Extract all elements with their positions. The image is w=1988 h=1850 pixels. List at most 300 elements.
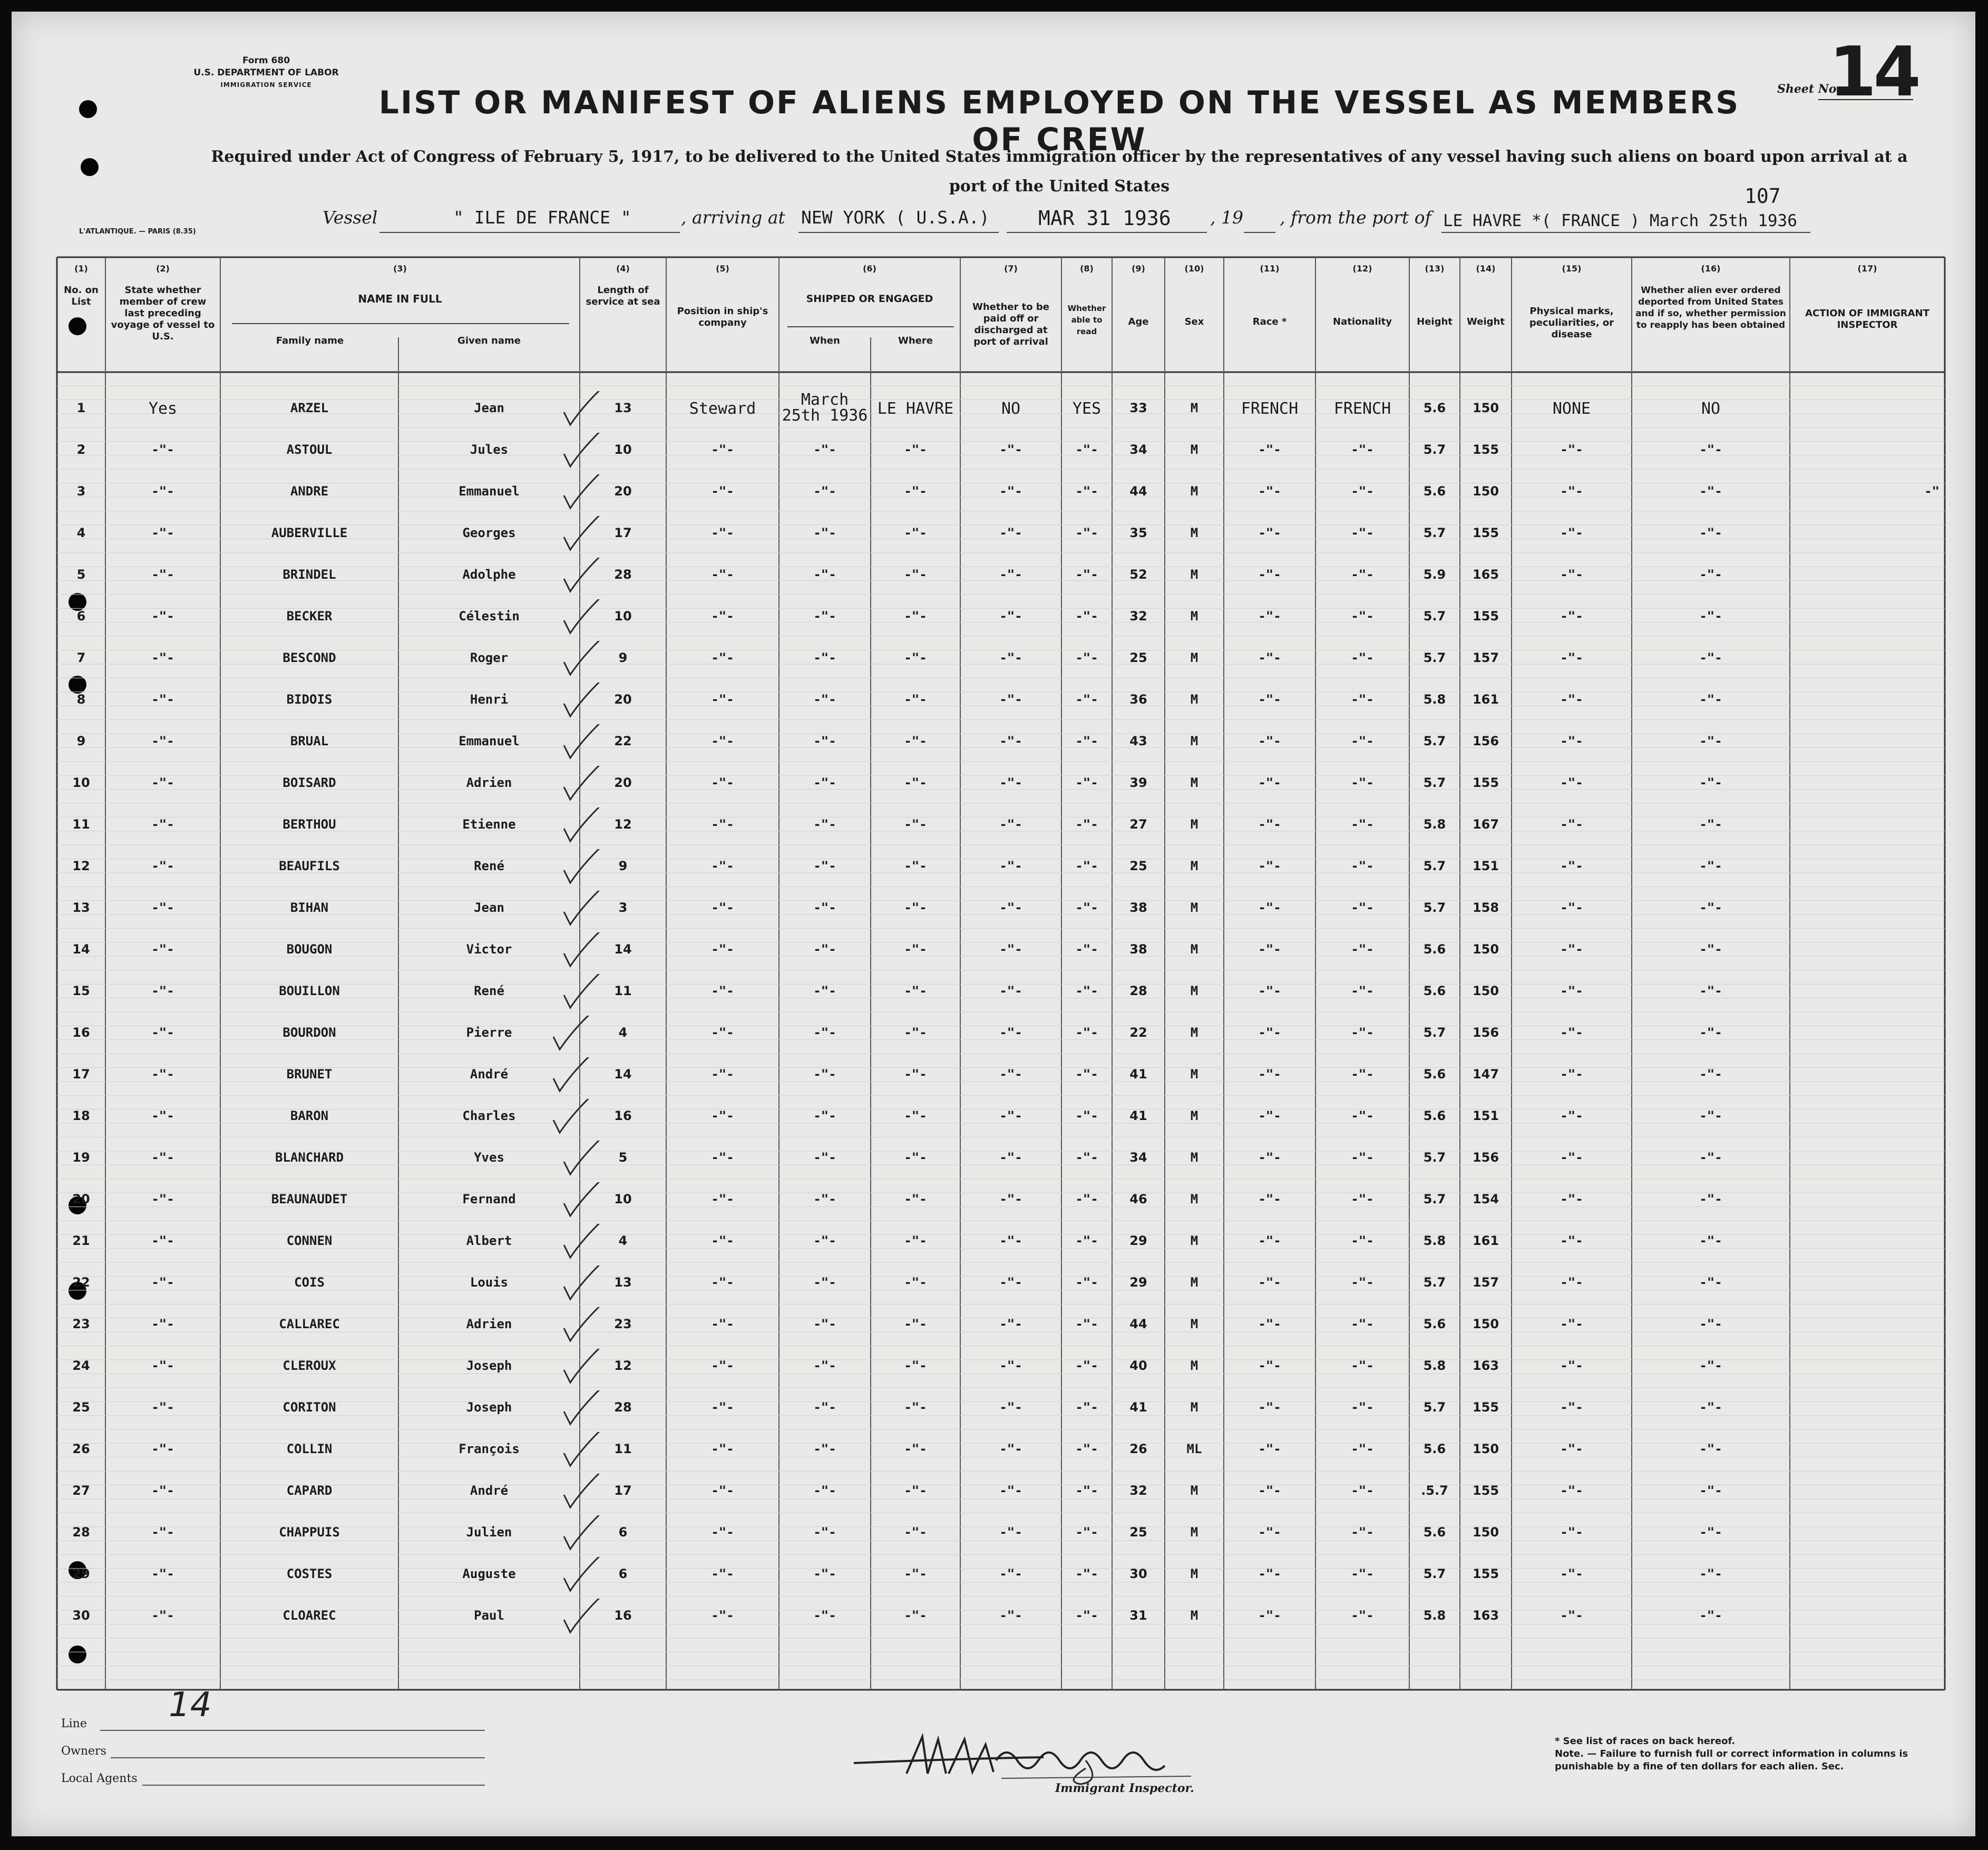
- shipped-where: -"-: [904, 567, 927, 582]
- height: 5.6: [1423, 484, 1446, 499]
- able-to-read: -"-: [1075, 1233, 1098, 1248]
- age: 22: [1129, 1025, 1147, 1040]
- shipped-where: -"-: [904, 1483, 927, 1498]
- position: -"-: [711, 1275, 734, 1290]
- row-number: 12: [72, 859, 90, 873]
- family-name: CHAPPUIS: [279, 1525, 340, 1540]
- weight: 150: [1472, 484, 1499, 499]
- position: -"-: [711, 567, 734, 582]
- race: -"-: [1258, 1233, 1281, 1248]
- physical-marks: -"-: [1560, 859, 1583, 873]
- able-to-read: -"-: [1075, 942, 1098, 957]
- paid-off: -"-: [999, 1483, 1022, 1498]
- nationality: -"-: [1351, 984, 1374, 998]
- shipped-when: -"-: [813, 1566, 836, 1581]
- page-title: LIST OR MANIFEST OF ALIENS EMPLOYED ON THE VESSEL AS MEMBERS OF CREW: [378, 84, 1740, 158]
- race: -"-: [1258, 942, 1281, 957]
- weight: 163: [1472, 1608, 1499, 1623]
- subheader-where: Where: [898, 335, 933, 346]
- age: 32: [1129, 1483, 1147, 1498]
- shipped-when: -"-: [813, 1233, 836, 1248]
- sex: M: [1190, 1067, 1198, 1082]
- able-to-read: -"-: [1075, 1442, 1098, 1456]
- row-number: 11: [72, 817, 90, 832]
- race: -"-: [1258, 525, 1281, 540]
- column-header-4: Length of service at sea: [586, 285, 660, 307]
- sex: M: [1190, 1025, 1198, 1040]
- shipped-where: -"-: [904, 1192, 927, 1206]
- race: -"-: [1258, 1317, 1281, 1331]
- previous-voyage: -"-: [151, 1067, 174, 1082]
- nationality: FRENCH: [1333, 400, 1391, 418]
- column-number-8: (8): [1080, 264, 1094, 274]
- physical-marks: -"-: [1560, 1483, 1583, 1498]
- column-number-11: (11): [1260, 264, 1280, 274]
- shipped-where: -"-: [904, 1566, 927, 1581]
- deported-status: -"-: [1699, 442, 1722, 457]
- deported-status: -"-: [1699, 817, 1722, 832]
- height: 5.7: [1423, 525, 1446, 540]
- position: -"-: [711, 1442, 734, 1456]
- length-of-service: 9: [618, 650, 628, 665]
- check-mark-icon: [559, 599, 606, 641]
- table-row: [0, 1432, 1988, 1474]
- line-label: Line: [61, 1717, 87, 1730]
- paid-off: NO: [1001, 400, 1021, 418]
- race: -"-: [1258, 442, 1281, 457]
- line-value: 14: [169, 1686, 212, 1725]
- given-name: Charles: [462, 1108, 516, 1123]
- check-mark-icon: [548, 1099, 596, 1141]
- table-row: [0, 1474, 1988, 1515]
- height: 5.7: [1423, 1400, 1446, 1415]
- position: -"-: [711, 1525, 734, 1540]
- footer-notes: [1555, 1735, 1966, 1773]
- paid-off: -"-: [999, 1400, 1022, 1415]
- previous-voyage: -"-: [151, 1358, 174, 1373]
- able-to-read: -"-: [1075, 484, 1098, 499]
- row-number: 29: [72, 1566, 90, 1581]
- weight: 147: [1472, 1067, 1499, 1082]
- nationality: -"-: [1351, 1192, 1374, 1206]
- able-to-read: -"-: [1075, 442, 1098, 457]
- shipped-where: -"-: [904, 734, 927, 748]
- nationality: -"-: [1351, 734, 1374, 748]
- shipped-when: -"-: [813, 609, 836, 624]
- nationality: -"-: [1351, 1566, 1374, 1581]
- shipped-where: LE HAVRE: [877, 400, 954, 418]
- position: -"-: [711, 734, 734, 748]
- table-row: [0, 1182, 1988, 1224]
- shipped-where: -"-: [904, 442, 927, 457]
- sex: M: [1190, 1108, 1198, 1123]
- family-name: COLLIN: [286, 1442, 333, 1456]
- shipped-where: -"-: [904, 775, 927, 790]
- column-header-6: SHIPPED OR ENGAGED: [806, 293, 933, 305]
- physical-marks: -"-: [1560, 900, 1583, 915]
- age: 34: [1129, 1150, 1147, 1165]
- age: 36: [1129, 692, 1147, 707]
- weight: 151: [1472, 859, 1499, 873]
- sex: M: [1190, 567, 1198, 582]
- age: 46: [1129, 1192, 1147, 1206]
- age: 44: [1129, 1317, 1147, 1331]
- owners-underline: [111, 1757, 485, 1758]
- column-header-15: Physical marks, peculiarities, or disease: [1529, 306, 1614, 340]
- column-number-10: (10): [1184, 264, 1204, 274]
- height: 5.7: [1423, 775, 1446, 790]
- position: -"-: [711, 1608, 734, 1623]
- sex: M: [1190, 1275, 1198, 1290]
- row-number: 8: [76, 692, 86, 707]
- deported-status: -"-: [1699, 1442, 1722, 1456]
- shipped-when-date: 25th 1936: [782, 406, 868, 425]
- family-name: BEAUNAUDET: [271, 1192, 348, 1206]
- height: 5.7: [1423, 900, 1446, 915]
- given-name: Jules: [470, 442, 509, 457]
- local-agents-underline: [142, 1785, 485, 1786]
- physical-marks: -"-: [1560, 609, 1583, 624]
- paid-off: -"-: [999, 609, 1022, 624]
- age: 35: [1129, 525, 1147, 540]
- given-name: Etienne: [462, 817, 516, 832]
- height: 5.6: [1423, 401, 1446, 415]
- able-to-read: -"-: [1075, 567, 1098, 582]
- able-to-read: -"-: [1075, 775, 1098, 790]
- race: -"-: [1258, 1525, 1281, 1540]
- family-name: ARZEL: [290, 401, 329, 415]
- check-mark-icon: [559, 683, 606, 724]
- race: -"-: [1258, 1608, 1281, 1623]
- previous-voyage: -"-: [151, 1025, 174, 1040]
- height: 5.6: [1423, 1442, 1446, 1456]
- sheet-number-underline: [1818, 99, 1913, 100]
- previous-voyage: Yes: [148, 400, 178, 418]
- nationality: -"-: [1351, 1317, 1374, 1331]
- age: 29: [1129, 1275, 1147, 1290]
- family-name: COSTES: [286, 1566, 333, 1581]
- position: -"-: [711, 1150, 734, 1165]
- signature-caption: Immigrant Inspector.: [1055, 1781, 1194, 1795]
- arriving-value: NEW YORK ( U.S.A.): [801, 207, 990, 228]
- shipped-when: -"-: [813, 650, 836, 665]
- check-mark-icon: [559, 1182, 606, 1224]
- column-number-13: (13): [1425, 264, 1445, 274]
- age: 27: [1129, 817, 1147, 832]
- column-header-2: State whether member of crew last preceding voyage of vessel to U.S.: [111, 285, 215, 342]
- nationality: -"-: [1351, 525, 1374, 540]
- sex: M: [1190, 1192, 1198, 1206]
- sex: M: [1190, 442, 1198, 457]
- table-row: [0, 724, 1988, 766]
- length-of-service: 11: [614, 984, 632, 998]
- able-to-read: -"-: [1075, 734, 1098, 748]
- length-of-service: 23: [614, 1317, 632, 1331]
- physical-marks: -"-: [1560, 1108, 1583, 1123]
- table-row: [0, 641, 1988, 683]
- shipped-when: -"-: [813, 900, 836, 915]
- table-row: [0, 766, 1988, 807]
- weight: 150: [1472, 984, 1499, 998]
- age: 44: [1129, 484, 1147, 499]
- punch-hole: [69, 1645, 86, 1663]
- able-to-read: -"-: [1075, 900, 1098, 915]
- length-of-service: 20: [614, 484, 632, 499]
- paid-off: -"-: [999, 1525, 1022, 1540]
- length-of-service: 10: [614, 609, 632, 624]
- length-of-service: 17: [614, 525, 632, 540]
- shipped-where: -"-: [904, 1108, 927, 1123]
- length-of-service: 4: [618, 1233, 628, 1248]
- paid-off: -"-: [999, 567, 1022, 582]
- shipped-when: -"-: [813, 817, 836, 832]
- physical-marks: -"-: [1560, 650, 1583, 665]
- table-row: [0, 599, 1988, 641]
- length-of-service: 16: [614, 1608, 632, 1623]
- family-name: BOISARD: [282, 775, 336, 790]
- height: 5.8: [1423, 1358, 1446, 1373]
- previous-voyage: -"-: [151, 1525, 174, 1540]
- deported-status: -"-: [1699, 734, 1722, 748]
- physical-marks: -"-: [1560, 817, 1583, 832]
- family-name: CLEROUX: [282, 1358, 336, 1373]
- given-name: Victor: [466, 942, 512, 957]
- given-name: François: [459, 1442, 520, 1456]
- family-name: BOURDON: [282, 1025, 336, 1040]
- race: -"-: [1258, 1067, 1281, 1082]
- sex: M: [1190, 1317, 1198, 1331]
- paid-off: -"-: [999, 1150, 1022, 1165]
- previous-voyage: -"-: [151, 1483, 174, 1498]
- previous-voyage: -"-: [151, 1442, 174, 1456]
- weight: 150: [1472, 401, 1499, 415]
- row-number: 15: [72, 984, 90, 998]
- column-header-8: Whether able to read: [1067, 304, 1106, 336]
- date-stamp: MAR 31 1936: [1038, 207, 1171, 230]
- race: -"-: [1258, 859, 1281, 873]
- family-name: BRUAL: [290, 734, 329, 748]
- paid-off: -"-: [999, 1358, 1022, 1373]
- vessel-value: " ILE DE FRANCE ": [453, 207, 631, 228]
- shipped-when-month: March: [801, 391, 849, 409]
- previous-voyage: -"-: [151, 567, 174, 582]
- nationality: -"-: [1351, 942, 1374, 957]
- paid-off: -"-: [999, 1025, 1022, 1040]
- weight: 155: [1472, 1483, 1499, 1498]
- family-name: BIHAN: [290, 900, 329, 915]
- from-port-underline: [1441, 232, 1810, 233]
- from-port-label: , from the port of: [1280, 207, 1431, 228]
- form-number: Form 680: [242, 55, 290, 66]
- deported-status: -"-: [1699, 1150, 1722, 1165]
- position: -"-: [711, 775, 734, 790]
- check-mark-icon: [559, 1141, 606, 1182]
- age: 38: [1129, 942, 1147, 957]
- given-name: Yves: [474, 1150, 504, 1165]
- nationality: -"-: [1351, 567, 1374, 582]
- able-to-read: -"-: [1075, 1608, 1098, 1623]
- previous-voyage: -"-: [151, 1608, 174, 1623]
- sex: M: [1190, 1400, 1198, 1415]
- height: 5.7: [1423, 1192, 1446, 1206]
- given-name: René: [474, 859, 504, 873]
- paid-off: -"-: [999, 650, 1022, 665]
- position: -"-: [711, 859, 734, 873]
- shipped-where: -"-: [904, 1275, 927, 1290]
- weight: 163: [1472, 1358, 1499, 1373]
- able-to-read: -"-: [1075, 1525, 1098, 1540]
- shipped-where: -"-: [904, 817, 927, 832]
- length-of-service: 16: [614, 1108, 632, 1123]
- physical-marks: -"-: [1560, 484, 1583, 499]
- paid-off: -"-: [999, 859, 1022, 873]
- from-port-value: LE HAVRE *( FRANCE ) March 25th 1936: [1443, 211, 1797, 230]
- length-of-service: 6: [618, 1525, 628, 1540]
- printer-mark: L'ATLANTIQUE. — PARIS (8.35): [79, 228, 196, 236]
- subheader-family-name: Family name: [276, 335, 344, 346]
- nationality: -"-: [1351, 817, 1374, 832]
- position: -"-: [711, 1483, 734, 1498]
- height: 5.8: [1423, 1233, 1446, 1248]
- paid-off: -"-: [999, 1192, 1022, 1206]
- sex: M: [1190, 734, 1198, 748]
- paid-off: -"-: [999, 1067, 1022, 1082]
- paid-off: -"-: [999, 1566, 1022, 1581]
- sex: ML: [1186, 1442, 1202, 1456]
- given-name: Célestin: [459, 609, 520, 624]
- check-mark-icon: [559, 1307, 606, 1349]
- table-row: [0, 1349, 1988, 1390]
- given-name: Paul: [474, 1608, 504, 1623]
- row-number: 24: [72, 1358, 90, 1373]
- deported-status: NO: [1701, 400, 1721, 418]
- previous-voyage: -"-: [151, 859, 174, 873]
- previous-voyage: -"-: [151, 1566, 174, 1581]
- punch-hole: [69, 317, 86, 335]
- height: 5.9: [1423, 567, 1446, 582]
- height: 5.6: [1423, 1317, 1446, 1331]
- race: -"-: [1258, 1150, 1281, 1165]
- table-row: [0, 391, 1988, 433]
- row-number: 1: [76, 401, 86, 415]
- length-of-service: 9: [618, 859, 628, 873]
- shipped-when: -"-: [813, 734, 836, 748]
- position: -"-: [711, 609, 734, 624]
- position: -"-: [711, 1192, 734, 1206]
- row-number: 14: [72, 942, 90, 957]
- weight: 155: [1472, 775, 1499, 790]
- shipped-when: -"-: [813, 1442, 836, 1456]
- form-identifier: [179, 55, 353, 91]
- position: -"-: [711, 900, 734, 915]
- able-to-read: -"-: [1075, 1192, 1098, 1206]
- sex: M: [1190, 609, 1198, 624]
- row-number: 17: [72, 1067, 90, 1082]
- check-mark-icon: [559, 558, 606, 599]
- given-name: René: [474, 984, 504, 998]
- shipped-where: -"-: [904, 1400, 927, 1415]
- shipped-when: -"-: [813, 1275, 836, 1290]
- sex: M: [1190, 484, 1198, 499]
- nationality: -"-: [1351, 692, 1374, 707]
- note-penalty: [1555, 1748, 1966, 1773]
- deported-status: -"-: [1699, 650, 1722, 665]
- physical-marks: -"-: [1560, 1192, 1583, 1206]
- previous-voyage: -"-: [151, 1400, 174, 1415]
- previous-voyage: -"-: [151, 1108, 174, 1123]
- nationality: -"-: [1351, 609, 1374, 624]
- weight: 150: [1472, 942, 1499, 957]
- vessel-label: Vessel: [323, 207, 378, 228]
- check-mark-icon: [559, 932, 606, 974]
- table-row: [0, 1099, 1988, 1141]
- subheader-when: When: [810, 335, 840, 346]
- weight: 150: [1472, 1442, 1499, 1456]
- deported-status: -"-: [1699, 1233, 1722, 1248]
- race: -"-: [1258, 609, 1281, 624]
- row-number: 28: [72, 1525, 90, 1540]
- able-to-read: -"-: [1075, 525, 1098, 540]
- paid-off: -"-: [999, 1442, 1022, 1456]
- weight: 157: [1472, 650, 1499, 665]
- date-underline: [1007, 232, 1207, 233]
- paid-off: -"-: [999, 984, 1022, 998]
- deported-status: -"-: [1699, 692, 1722, 707]
- shipped-where: -"-: [904, 1608, 927, 1623]
- deported-status: -"-: [1699, 1317, 1722, 1331]
- given-name: Jean: [474, 900, 504, 915]
- deported-status: -"-: [1699, 775, 1722, 790]
- length-of-service: 6: [618, 1566, 628, 1581]
- row-number: 16: [72, 1025, 90, 1040]
- shipped-when: -"-: [813, 942, 836, 957]
- sex: M: [1190, 1150, 1198, 1165]
- weight: 151: [1472, 1108, 1499, 1123]
- weight: 167: [1472, 817, 1499, 832]
- column-number-14: (14): [1476, 264, 1496, 274]
- previous-voyage: -"-: [151, 734, 174, 748]
- shipped-where: -"-: [904, 525, 927, 540]
- race: -"-: [1258, 1275, 1281, 1290]
- family-name: BEAUFILS: [279, 859, 340, 873]
- table-row: [0, 1307, 1988, 1349]
- table-row: [0, 516, 1988, 558]
- shipped-where: -"-: [904, 900, 927, 915]
- height: 5.6: [1423, 1108, 1446, 1123]
- check-mark-icon: [559, 1349, 606, 1390]
- length-of-service: 28: [614, 567, 632, 582]
- nationality: -"-: [1351, 1275, 1374, 1290]
- row-number: 21: [72, 1233, 90, 1248]
- height: 5.7: [1423, 734, 1446, 748]
- position: -"-: [711, 942, 734, 957]
- deported-status: -"-: [1699, 984, 1722, 998]
- height: 5.7: [1423, 609, 1446, 624]
- given-name: Jean: [474, 401, 504, 415]
- check-mark-icon: [548, 1016, 596, 1057]
- able-to-read: YES: [1072, 400, 1102, 418]
- nationality: -"-: [1351, 484, 1374, 499]
- deported-status: -"-: [1699, 567, 1722, 582]
- weight: 155: [1472, 1566, 1499, 1581]
- height: .5.7: [1421, 1483, 1448, 1498]
- shipped-where: -"-: [904, 1233, 927, 1248]
- able-to-read: -"-: [1075, 609, 1098, 624]
- given-name: Auguste: [462, 1566, 516, 1581]
- paid-off: -"-: [999, 442, 1022, 457]
- age: 26: [1129, 1442, 1147, 1456]
- height: 5.6: [1423, 984, 1446, 998]
